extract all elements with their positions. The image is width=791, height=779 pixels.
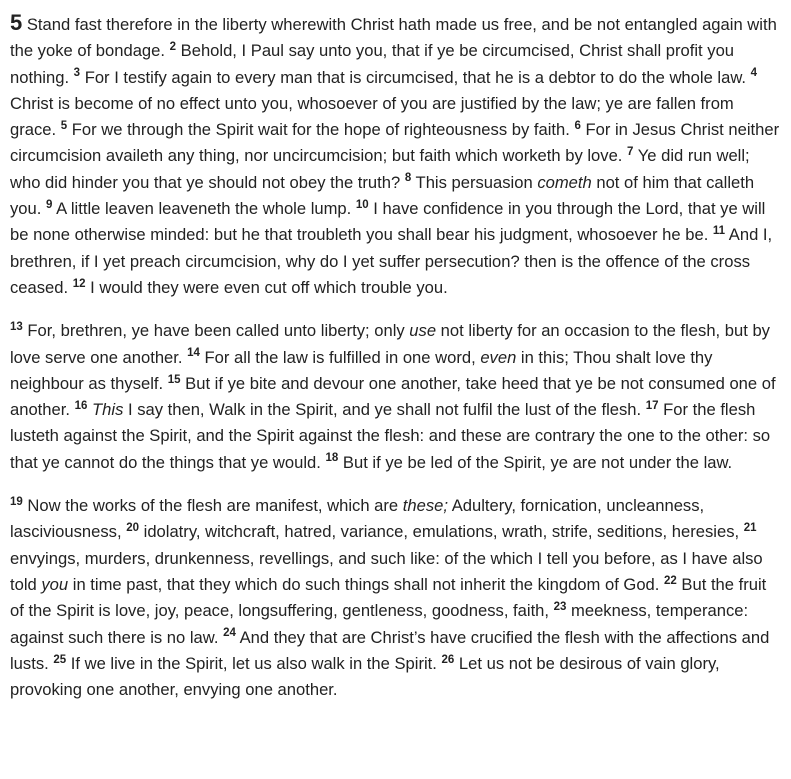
verse-text: And I, brethren, if I yet preach circumcision, why do I yet suffer persecution? then is the offence of the cross ceased. (10, 225, 773, 297)
verse-text: not of him that calleth you. (10, 172, 755, 219)
verse-text: But if ye be led of the Spirit, ye are not under the law. (338, 452, 733, 472)
verse-number: 19 (10, 495, 23, 508)
verse-number: 7 (627, 146, 634, 159)
verse-number: 25 (53, 653, 67, 666)
verse-number: 15 (167, 373, 181, 386)
verse-text: And they that are Christ’s have crucified the flesh with the affections and lusts. (10, 627, 770, 673)
verse-text: For I testify again to every man that is circumcised, that he is a debtor to do the whole law. (80, 67, 751, 87)
paragraph-2 (10, 318, 781, 476)
verse-number: 9 (45, 198, 53, 211)
italic-word: use (409, 321, 437, 341)
verse-number: 8 (404, 172, 412, 185)
verse-number: 26 (441, 653, 455, 666)
verse-text: Behold, I Paul say unto you, that if ye be circumcised, Christ shall profit you nothing. (10, 41, 735, 87)
verse-number: 22 (664, 574, 677, 587)
verse-number: 3 (73, 67, 81, 80)
verse-number: 23 (553, 600, 567, 613)
verse-text: For all the law is fulfilled in one word, (199, 347, 481, 367)
verse-text: envyings, murders, drunkenness, revellings, and such like: of the which I tell you before, as I have also told (10, 548, 763, 594)
verse-number: 6 (574, 119, 581, 132)
verse-text: For in Jesus Christ neither circumcision availeth any thing, nor uncircumcision; but faith which worketh by love. (10, 120, 780, 166)
chapter-number: 5 (10, 10, 23, 35)
italic-word: these; (402, 496, 448, 516)
verse-number: 4 (750, 67, 758, 80)
verse-number: 24 (223, 627, 236, 640)
verse-text: meekness, temperance: against such there is no law. (10, 601, 749, 647)
verse-text: If we live in the Spirit, let us also walk in the Spirit. (66, 653, 442, 673)
verse-number: 16 (74, 399, 88, 412)
verse-number: 20 (126, 522, 140, 535)
verse-text: For we through the Spirit wait for the hope of righteousness by faith. (67, 120, 575, 140)
verse-text: I say then, Walk in the Spirit, and ye shall not fulfil the lust of the flesh. (123, 400, 646, 420)
verse-number: 12 (72, 277, 86, 290)
chapter-passage (10, 10, 781, 703)
italic-word: you (41, 574, 69, 594)
verse-text: Christ is become of no effect unto you, whosoever of you are justified by the law; ye are fallen from grace. (10, 93, 734, 140)
verse-number: 14 (187, 347, 200, 360)
verse-number: 18 (325, 452, 339, 465)
verse-text: For, brethren, ye have been called unto liberty; only (22, 321, 410, 341)
verse-number: 2 (169, 40, 177, 53)
italic-word: even (480, 347, 517, 367)
verse-text: I would they were even cut off which trouble you. (85, 277, 448, 297)
verse-number: 13 (10, 320, 23, 333)
verse-text: A little leaven leaveneth the whole lump. (52, 199, 356, 219)
verse-text: I have confidence in you through the Lord, that ye will be none otherwise minded: but he that troubleth you shall bear his judgment, whosoever he be. (10, 199, 766, 245)
verse-text: Stand fast therefore in the liberty wherewith Christ hath made us free, and be not entangled again with the yoke of bondage. (10, 15, 777, 61)
verse-text: But if ye bite and devour one another, take heed that ye be not consumed one of another. (10, 373, 776, 420)
verse-text: This persuasion (411, 172, 538, 192)
italic-word: This (92, 400, 124, 420)
verse-text: For the flesh lusteth against the Spirit, and the Spirit against the flesh: and these are contrary the one to the other: so that ye cannot do the things that ye would. (10, 400, 771, 472)
verse-text: Let us not be desirous of vain glory, provoking one another, envying one another. (10, 653, 720, 700)
verse-number: 17 (645, 399, 659, 412)
verse-text: Now the works of the flesh are manifest, which are (22, 496, 403, 516)
italic-word: cometh (537, 172, 592, 192)
verse-number: 5 (60, 119, 68, 132)
verse-number: 11 (712, 225, 726, 238)
verse-text: But the fruit of the Spirit is love, joy, peace, longsuffering, gentleness, goodness, faith, (10, 574, 767, 621)
verse-text: in this; Thou shalt love thy neighbour as thyself. (10, 347, 713, 393)
verse-text: Ye did run well; who did hinder you that ye should not obey the truth? (10, 146, 750, 192)
verse-number: 10 (355, 198, 369, 211)
verse-text: idolatry, witchcraft, hatred, variance, emulations, wrath, strife, seditions, heresies, (139, 522, 744, 542)
paragraph-1 (10, 10, 781, 301)
verse-number: 21 (743, 522, 757, 535)
paragraph-3 (10, 493, 781, 703)
verse-text: not liberty for an occasion to the flesh, but by love serve one another. (10, 321, 770, 367)
verse-text: in time past, that they which do such things shall not inherit the kingdom of God. (68, 574, 665, 594)
verse-text: Adultery, fornication, uncleanness, lasciviousness, (10, 496, 705, 542)
